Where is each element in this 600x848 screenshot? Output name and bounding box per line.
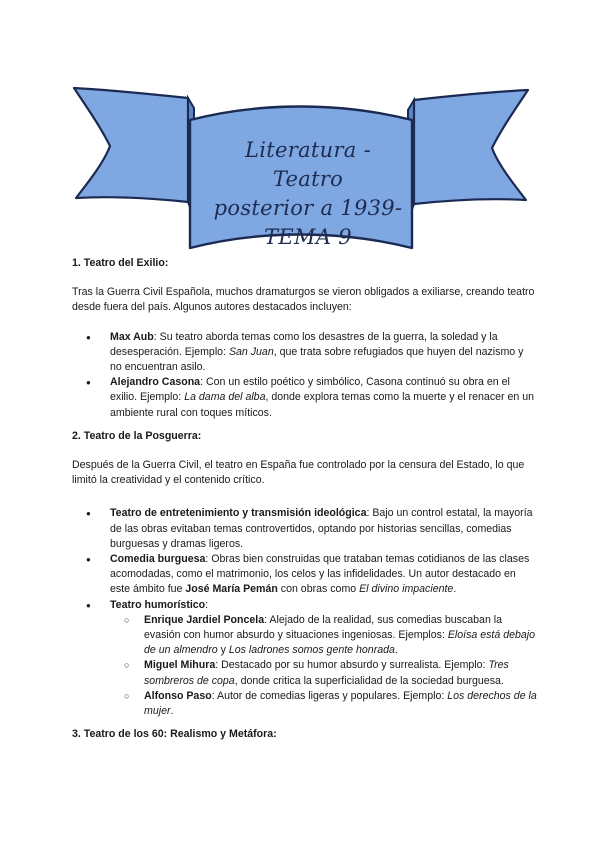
author-name: Miguel Mihura [144, 659, 216, 672]
section-1-list [110, 330, 538, 421]
item-text: : Con un estilo poético y simbólico, Casona continuó su obra en el exilio. Ejemplo: [110, 376, 510, 404]
banner-title-line-2: posterior a 1939- [213, 196, 403, 220]
section-2-intro: Después de la Guerra Civil, el teatro en España fue controlado por la censura del Estado, lo que limitó la creatividad y el contenido crítico. [72, 459, 525, 487]
item-text: : [205, 598, 209, 611]
document-body [72, 256, 538, 756]
work-title: Los derechos de la mujer [144, 689, 537, 718]
item-text: con obras como [277, 583, 360, 596]
work-title: El divino impaciente [359, 583, 454, 596]
item-text: , donde explora temas como la muerte y el renacer en un ambiente rural con toques míticos. [110, 391, 534, 419]
sublist-item [144, 658, 538, 688]
category-name: Teatro humorístico [110, 598, 206, 611]
humor-sublist [144, 613, 538, 719]
item-text: y [217, 644, 229, 657]
list-item [110, 506, 538, 552]
section-2-list [110, 506, 538, 719]
item-text: . [170, 705, 174, 718]
sublist-item [144, 613, 538, 659]
item-text: , que trata sobre refugiados que huyen del nazismo y no encuentran asilo. [110, 345, 524, 374]
item-text: . [453, 583, 457, 596]
author-name: Max Aub [110, 330, 154, 343]
section-2-heading: 2. Teatro de la Posguerra: [72, 429, 202, 442]
category-name: Teatro de entretenimiento y transmisión ideológica [110, 507, 367, 520]
list-item [110, 598, 538, 720]
item-text: , donde critica la superficialidad de la sociedad burguesa. [234, 674, 504, 687]
work-title: Tres sombreros de copa [144, 659, 509, 687]
work-title: Eloísa está debajo de un almendro [144, 629, 536, 657]
sublist-item [144, 689, 538, 719]
item-text: : Su teatro aborda temas como los desastres de la guerra, la soledad y la desesperación. Ejemplo: [110, 330, 498, 358]
section-3-heading: 3. Teatro de los 60: Realismo y Metáfora: [72, 728, 277, 741]
list-item [110, 330, 538, 376]
author-name: Alfonso Paso [144, 689, 212, 702]
section-1-heading: 1. Teatro del Exilio: [72, 257, 169, 269]
work-title: San Juan [228, 345, 274, 358]
list-item [110, 552, 538, 598]
work-title: Los ladrones somos gente honrada [228, 644, 395, 657]
item-text: . [394, 644, 398, 657]
item-text: : Destacado por su humor absurdo y surrealista. Ejemplo: [215, 659, 489, 672]
author-name: Alejandro Casona [110, 376, 201, 389]
author-name: Enrique Jardiel Poncela [144, 613, 265, 626]
category-name: Comedia burguesa [110, 553, 206, 566]
item-text: : Obras bien construidas que trataban temas cotidianos de las clases acomodadas, como el matrimonio, los celos y las infidelidades. Un autor destacado en este ámbito fue [110, 553, 530, 596]
item-text: : Alejado de la realidad, sus comedias buscaban la evasión con humor absurdo y situaciones ingeniosas. Ejemplos: [144, 613, 503, 642]
list-item [110, 375, 538, 421]
work-title: La dama del alba [184, 391, 266, 404]
author-name: José María Pemán [185, 583, 278, 596]
item-text: : Bajo un control estatal, la mayoría de las obras evitaban temas controvertidos, optando por historias sencillas, comedias burguesas y dramas ligeros. [110, 507, 533, 550]
section-1-intro: Tras la Guerra Civil Española, muchos dramaturgos se vieron obligados a exiliarse, creando teatro desde fuera del país. Algunos autores destacados incluyen: [72, 286, 535, 314]
title-banner [70, 80, 532, 260]
banner-title [208, 136, 408, 252]
banner-title-line-1: Literatura - Teatro [245, 138, 371, 191]
item-text: : Autor de comedias ligeras y populares. Ejemplo: [211, 689, 448, 702]
banner-title-line-3: TEMA 9 [264, 225, 352, 249]
